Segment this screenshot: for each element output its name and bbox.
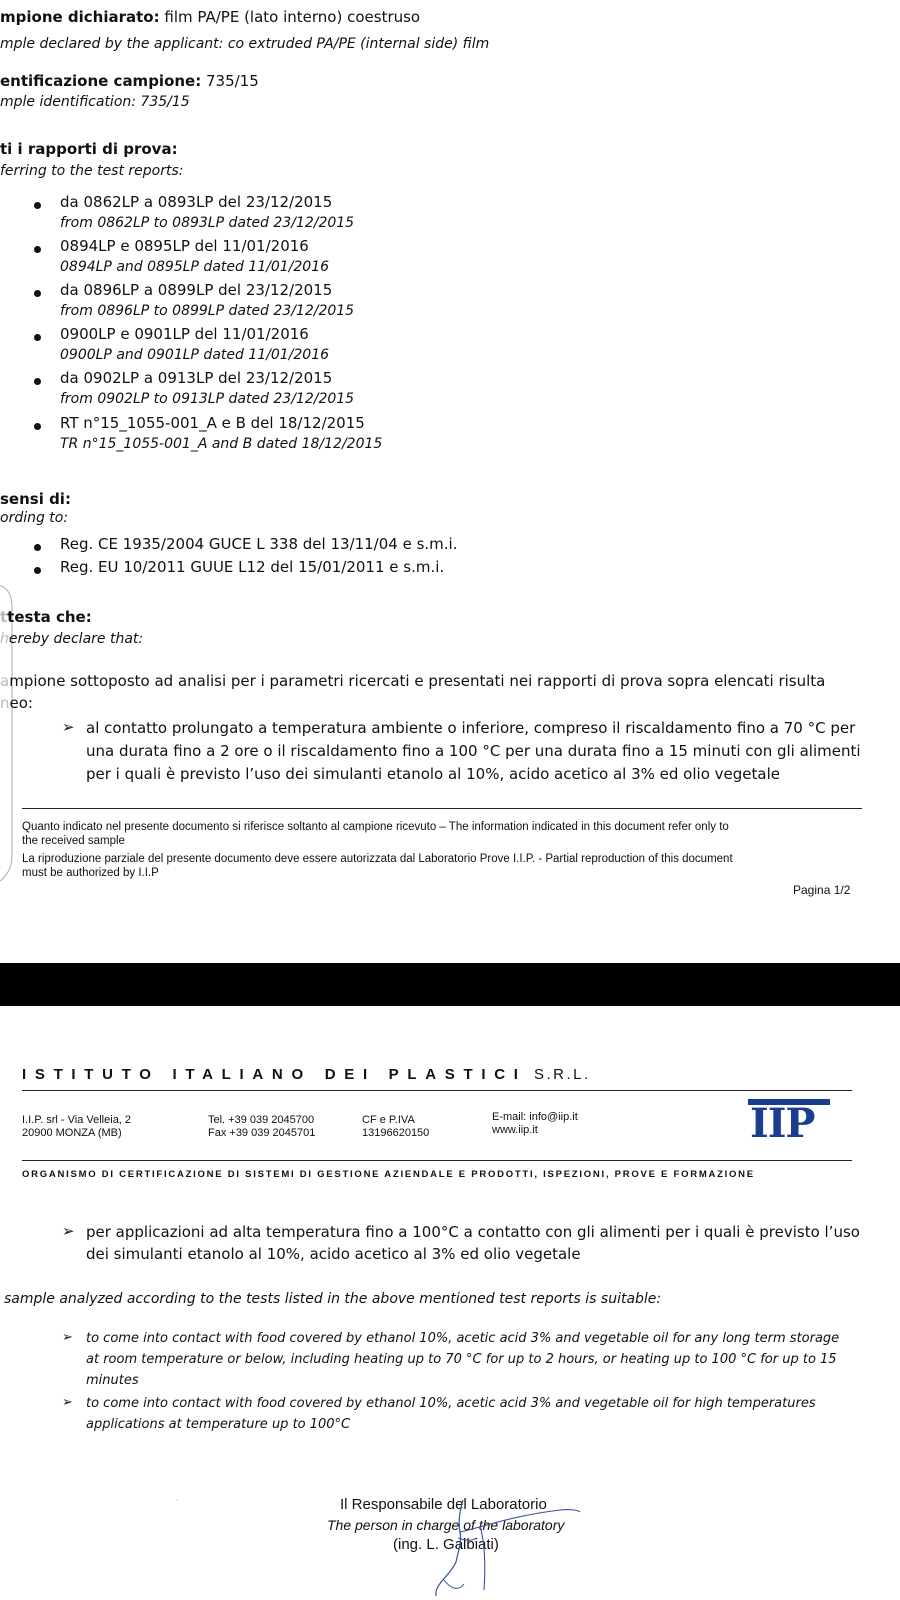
- report-item-it: 0894LP e 0895LP del 11/01/2016: [60, 237, 309, 255]
- report-item-en: TR n°15_1055-001_A and B dated 18/12/2015: [60, 436, 383, 452]
- sample-identification-line: [0, 72, 259, 90]
- en-statement: sample analyzed according to the tests listed in the above mentioned test reports is suitable:: [4, 1291, 662, 1307]
- condition-line: dei simulanti etanolo al 10%, acido acetico al 3% ed olio vegetale: [86, 1245, 581, 1263]
- statement-text: mpione sottoposto ad analisi per i parametri ricercati e presentati nei rapporti di prova sopra elencati risulta: [9, 672, 826, 690]
- sample-identification-en: mple identification: 735/15: [0, 94, 190, 110]
- declare-heading-en: [0, 631, 143, 647]
- handwritten-signature: [420, 1480, 620, 1600]
- logo-text: IIP: [750, 1100, 815, 1147]
- declare-faint-prefix-en: h: [0, 631, 9, 647]
- arrow-bullet-icon: ➢: [62, 718, 75, 736]
- vat-number: 13196620150: [362, 1127, 430, 1139]
- sample-declared-label: mpione dichiarato:: [0, 8, 160, 26]
- report-item-en: from 0896LP to 0899LP dated 23/12/2015: [60, 303, 355, 319]
- bullet: [34, 544, 41, 551]
- page-number: Pagina 1/2: [793, 883, 851, 897]
- fax: Fax +39 039 2045701: [208, 1127, 316, 1139]
- declare-heading-text: testa che:: [7, 608, 92, 626]
- institute-suffix: S.R.L.: [534, 1066, 591, 1083]
- scan-speck: ·: [176, 1496, 179, 1505]
- sample-identification-label: entificazione campione:: [0, 72, 202, 90]
- reports-heading: ti i rapporti di prova:: [0, 140, 178, 158]
- address-line-1: I.I.P. srl - Via Velleia, 2: [22, 1114, 132, 1126]
- signature-title-en: The person in charge of the laboratory: [327, 1517, 565, 1533]
- statement-line-1: [0, 672, 825, 690]
- report-item-it: 0900LP e 0901LP del 11/01/2016: [60, 325, 309, 343]
- bullet: [34, 334, 41, 341]
- page-fold-edge: [0, 585, 16, 885]
- signature-name: (ing. L. Galbiati): [393, 1536, 499, 1553]
- website: www.iip.it: [492, 1124, 538, 1136]
- arrow-bullet-icon: ➢: [62, 1330, 73, 1345]
- en-condition-line: at room temperature or below, including heating up to 70 °C for up to 2 hours, or heating up to 100 °C for up to 15: [86, 1352, 837, 1367]
- report-item-en: 0894LP and 0895LP dated 11/01/2016: [60, 259, 330, 275]
- bullet: [34, 567, 41, 574]
- report-item-it: RT n°15_1055-001_A e B del 18/12/2015: [60, 414, 365, 432]
- footer-note-line: La riproduzione parziale del presente documento deve essere autorizzata dal Laboratorio Prove I.I.P. - Partial reproduction of this document: [22, 853, 733, 865]
- report-item-en: from 0902LP to 0913LP dated 23/12/2015: [60, 391, 355, 407]
- regulation-item: Reg. CE 1935/2004 GUCE L 338 del 13/11/04 e s.m.i.: [60, 535, 458, 553]
- sample-declared-value: film PA/PE (lato interno) coestruso: [159, 8, 421, 26]
- en-condition-line: applications at temperature up to 100°C: [86, 1417, 351, 1432]
- institute-tagline: ORGANISMO DI CERTIFICAZIONE DI SISTEMI DI GESTIONE AZIENDALE E PRODOTTI, ISPEZIONI, PROVE E FORMAZIONE: [22, 1169, 755, 1180]
- signature-title-it: Il Responsabile del Laboratorio: [340, 1496, 547, 1513]
- declare-faint-prefix: t: [0, 608, 8, 626]
- condition-line: per applicazioni ad alta temperatura fino a 100°C a contatto con gli alimenti per i quali è previsto l’uso: [86, 1223, 860, 1241]
- arrow-bullet-icon: ➢: [62, 1395, 73, 1410]
- tel: Tel. +39 039 2045700: [208, 1114, 315, 1126]
- report-item-it: da 0896LP a 0899LP del 23/12/2015: [60, 281, 333, 299]
- vat-label: CF e P.IVA: [362, 1114, 415, 1126]
- regulation-item: Reg. EU 10/2011 GUUE L12 del 15/01/2011 e s.m.i.: [60, 558, 445, 576]
- bullet: [34, 202, 41, 209]
- report-item-it: da 0902LP a 0913LP del 23/12/2015: [60, 369, 333, 387]
- bullet: [34, 423, 41, 430]
- header-rule-top: [22, 1090, 852, 1091]
- statement-line2-prefix: n: [0, 694, 10, 712]
- address-line-2: 20900 MONZA (MB): [22, 1127, 122, 1139]
- en-condition-line: to come into contact with food covered by ethanol 10%, acetic acid 3% and vegetable oil for high temperatures: [86, 1396, 816, 1411]
- report-item-en: from 0862LP to 0893LP dated 23/12/2015: [60, 215, 355, 231]
- statement-faint-prefix: a: [0, 672, 10, 690]
- arrow-bullet-icon: ➢: [62, 1222, 75, 1240]
- reports-heading-en: ferring to the test reports:: [0, 163, 184, 179]
- header-rule-bottom: [22, 1160, 852, 1161]
- email: E-mail: info@iip.it: [492, 1111, 578, 1123]
- declare-heading-en-text: ereby declare that:: [8, 631, 144, 647]
- according-heading: sensi di:: [0, 490, 71, 508]
- report-item-en: 0900LP and 0901LP dated 11/01/2016: [60, 347, 330, 363]
- statement-line-2: [0, 694, 33, 712]
- declare-heading: [0, 608, 92, 626]
- bullet: [34, 290, 41, 297]
- according-heading-en: ording to:: [0, 510, 69, 526]
- statement-line2-text: eo:: [9, 694, 33, 712]
- footer-note-line: the received sample: [22, 835, 125, 847]
- condition-line: per i quali è previsto l’uso dei simulanti etanolo al 10%, acido acetico al 3% ed olio vegetale: [86, 765, 780, 783]
- bullet: [34, 378, 41, 385]
- page-separator-band: [0, 963, 900, 1006]
- condition-line: una durata fino a 2 ore o il riscaldamento fino a 100 °C per una durata fino a 15 minuti con gli alimenti: [86, 742, 861, 760]
- sample-declared-line: [0, 8, 420, 26]
- bullet: [34, 246, 41, 253]
- report-item-it: da 0862LP a 0893LP del 23/12/2015: [60, 193, 333, 211]
- sample-identification-value: 735/15: [201, 72, 259, 90]
- footer-note-line: must be authorized by I.I.P: [22, 867, 159, 879]
- footer-rule: [22, 808, 862, 809]
- footer-note-line: Quanto indicato nel presente documento si riferisce soltanto al campione ricevuto – The information indicated in this document refer only to: [22, 821, 729, 833]
- condition-line: al contatto prolungato a temperatura ambiente o inferiore, compreso il riscaldamento fino a 70 °C per: [86, 719, 856, 737]
- en-condition-line: to come into contact with food covered by ethanol 10%, acetic acid 3% and vegetable oil for any long term storage: [86, 1331, 840, 1346]
- sample-declared-en: mple declared by the applicant: co extruded PA/PE (internal side) film: [0, 36, 490, 52]
- institute-name: ISTITUTO ITALIANO DEI PLASTICI: [22, 1066, 527, 1083]
- en-condition-line: minutes: [86, 1373, 139, 1388]
